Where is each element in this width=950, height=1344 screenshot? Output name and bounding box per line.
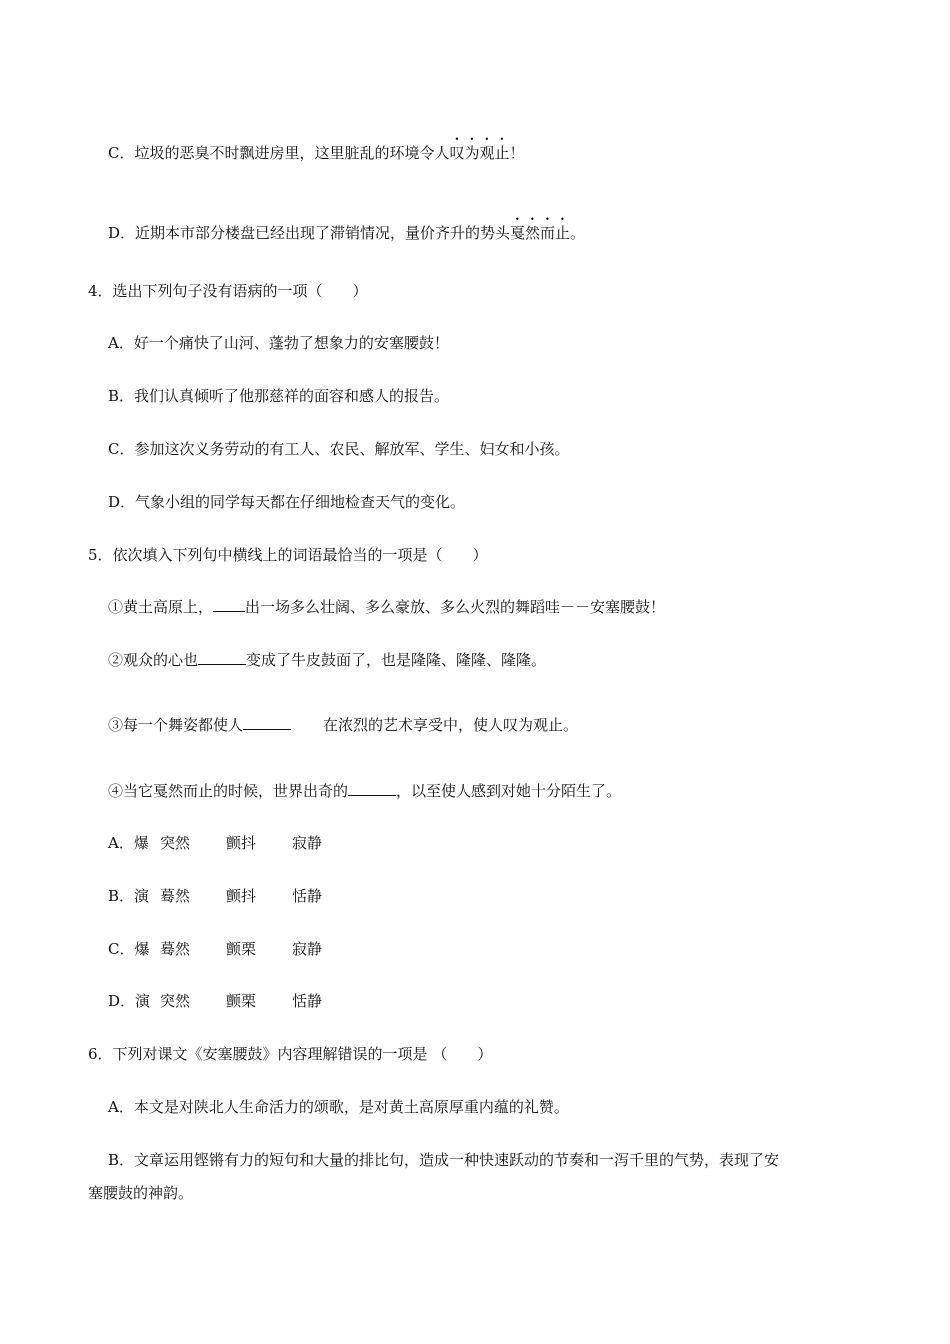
q5-s4-post: ，以至使人感到对她十分陌生了。 <box>396 782 622 800</box>
q3-option-c-suffix: ！ <box>509 144 525 162</box>
q5-s3-pre: ③每一个舞姿都使人 <box>108 716 244 734</box>
q3-option-d-dotted-word: 戛然而止 <box>510 224 571 242</box>
q4-option-c: C．参加这次义务劳动的有工人、农民、解放军、学生、妇女和小孩。 <box>108 440 570 458</box>
q5-option-c <box>108 939 322 959</box>
q6-option-a: A．本文是对陕北人生命活力的颂歌，是对黄土高原厚重内蕴的礼赞。 <box>108 1098 569 1116</box>
q5-option-c-word-4: 寂静 <box>292 940 323 958</box>
q3-option-d-text: D．近期本市部分楼盘已经出现了滞销情况，量价齐升的势头 <box>108 224 511 242</box>
q5-option-d <box>108 991 322 1011</box>
q4-option-a: A．好一个痛快了山河、蓬勃了想象力的安塞腰鼓！ <box>108 334 449 352</box>
q3-option-c-text: C．垃圾的恶臭不时飘进房里，这里脏乱的环境令人 <box>108 144 450 162</box>
q5-s2-pre: ②观众的心也 <box>108 651 199 669</box>
q5-option-c-word-3: 颤栗 <box>226 940 257 958</box>
q5-s4-pre: ④当它戛然而止的时候，世界出奇的 <box>108 782 349 800</box>
q5-option-d-word-2: 突然 <box>160 992 191 1010</box>
q5-option-a-word-2: 突然 <box>160 834 191 852</box>
q5-option-a-word-3: 颤抖 <box>226 834 257 852</box>
q5-s3-blank <box>243 715 291 730</box>
q5-option-a-word-1: A．爆 <box>108 834 149 852</box>
q5-option-a-word-4: 寂静 <box>292 834 323 852</box>
q5-option-d-word-3: 颤栗 <box>226 992 257 1010</box>
q5-sentence-3 <box>108 715 578 735</box>
q6-option-b-line-2: 塞腰鼓的神韵。 <box>88 1184 194 1202</box>
q5-sentence-2 <box>108 650 546 670</box>
q5-sentence-4 <box>108 781 621 801</box>
q3-option-c-dotted-word: 叹为观止 <box>449 144 510 162</box>
q5-option-b <box>108 886 322 906</box>
q5-option-c-word-1: C．爆 <box>108 940 150 958</box>
q4-option-b: B．我们认真倾听了他那慈祥的面容和感人的报告。 <box>108 387 450 405</box>
q3-option-c <box>108 135 525 163</box>
q5-s2-blank <box>198 650 246 665</box>
q5-option-b-word-2: 蓦然 <box>160 887 191 905</box>
q5-option-b-word-1: B．演 <box>108 887 150 905</box>
q5-option-d-word-4: 恬静 <box>292 992 323 1010</box>
q5-stem: 5．依次填入下列句中横线上的词语最恰当的一项是（ ） <box>88 546 488 564</box>
q5-s1-post: 出一场多么壮阔、多么豪放、多么火烈的舞蹈哇－－安塞腰鼓！ <box>245 598 666 616</box>
q3-option-d <box>108 215 585 243</box>
q5-s3-post: 在浓烈的艺术享受中，使人叹为观止。 <box>323 716 579 734</box>
q6-stem: 6．下列对课文《安塞腰鼓》内容理解错误的一项是 （ ） <box>88 1045 493 1063</box>
q3-option-d-suffix: 。 <box>570 224 586 242</box>
q5-option-a <box>108 833 322 853</box>
q5-s1-pre: ①黄土高原上， <box>108 598 214 616</box>
q5-option-b-word-3: 颤抖 <box>226 887 257 905</box>
q5-s2-post: 变成了牛皮鼓面了，也是隆隆、隆隆、隆隆。 <box>246 651 547 669</box>
q6-option-b-line-1: B．文章运用铿锵有力的短句和大量的排比句，造成一种快速跃动的节奏和一泻千里的气势，表现了安 <box>108 1151 780 1169</box>
q5-option-d-word-1: D．演 <box>108 992 151 1010</box>
q4-option-d: D．气象小组的同学每天都在仔细地检查天气的变化。 <box>108 493 466 511</box>
q5-s4-blank <box>348 781 396 796</box>
q5-option-c-word-2: 蓦然 <box>160 940 191 958</box>
q5-option-b-word-4: 恬静 <box>292 887 323 905</box>
q5-sentence-1 <box>108 597 665 617</box>
q4-stem: 4．选出下列句子没有语病的一项（ ） <box>88 282 368 300</box>
q5-s1-blank <box>213 597 245 612</box>
